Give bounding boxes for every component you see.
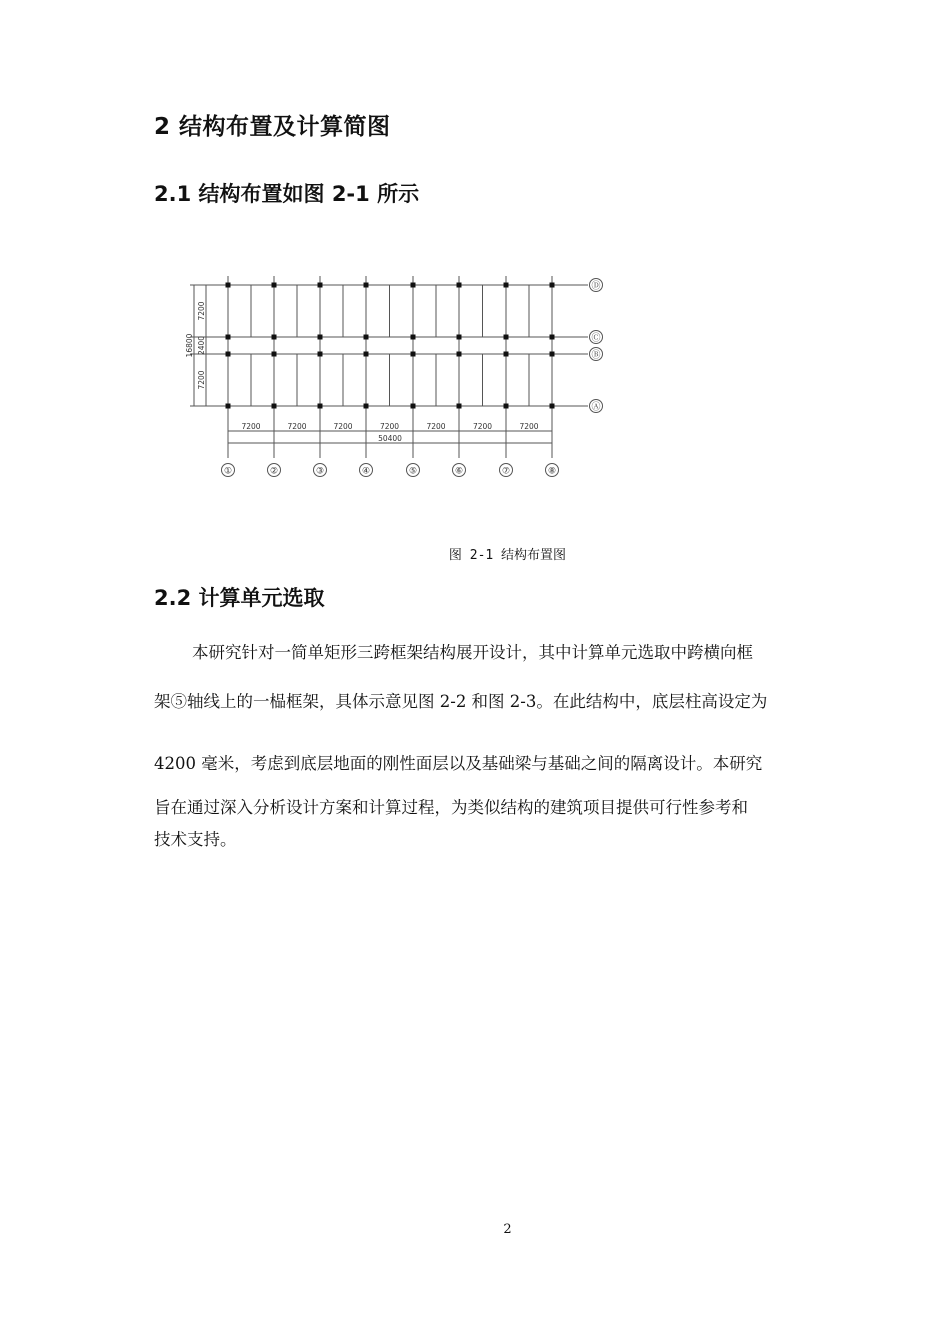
- dimension-total-label: 16800: [185, 333, 194, 358]
- paragraph-line: 架⑤轴线上的一榀框架，具体示意见图 2-2 和图 2-3。在此结构中，底层柱高设定为: [154, 692, 768, 711]
- column-node: [550, 404, 555, 409]
- column-node: [226, 283, 231, 288]
- axis-label-y: Ⓑ: [591, 350, 601, 361]
- column-node: [318, 404, 323, 409]
- column-node: [457, 283, 462, 288]
- axis-label-x: ⑥: [454, 466, 464, 477]
- axis-label-x: ⑦: [501, 466, 511, 477]
- column-node: [364, 335, 369, 340]
- column-node: [364, 404, 369, 409]
- dimension-label: 7200: [472, 422, 493, 431]
- section-heading: 2 结构布置及计算简图: [154, 114, 391, 140]
- column-node: [364, 283, 369, 288]
- axis-label-x: ④: [361, 466, 371, 477]
- column-node: [504, 283, 509, 288]
- column-node: [272, 352, 277, 357]
- column-node: [550, 335, 555, 340]
- column-node: [318, 335, 323, 340]
- column-node: [411, 352, 416, 357]
- column-node: [226, 335, 231, 340]
- subsection-heading-2-1: 2.1 结构布置如图 2-1 所示: [154, 182, 420, 206]
- column-node: [504, 404, 509, 409]
- dimension-total-label: 50400: [378, 434, 402, 443]
- column-node: [550, 352, 555, 357]
- column-node: [364, 352, 369, 357]
- column-node: [457, 404, 462, 409]
- dimension-label: 7200: [241, 422, 261, 431]
- axis-label-y: Ⓒ: [591, 333, 601, 344]
- column-node: [411, 335, 416, 340]
- structure-layout-figure: [180, 268, 610, 483]
- column-node: [504, 352, 509, 357]
- column-node: [411, 283, 416, 288]
- paragraph-line: 旨在通过深入分析设计方案和计算过程，为类似结构的建筑项目提供可行性参考和: [154, 798, 748, 817]
- axis-label-y: Ⓐ: [591, 402, 601, 413]
- axis-label-x: ⑤: [408, 466, 418, 477]
- figure-caption: 图 2-1 结构布置图: [448, 548, 567, 563]
- dimension-label: 7200: [519, 422, 539, 431]
- axis-label-x: ③: [315, 466, 325, 477]
- column-node: [272, 283, 277, 288]
- column-node: [272, 335, 277, 340]
- column-node: [550, 283, 555, 288]
- column-node: [272, 404, 277, 409]
- column-node: [318, 352, 323, 357]
- column-node: [226, 352, 231, 357]
- dimension-label: 7200: [426, 422, 446, 431]
- column-node: [457, 335, 462, 340]
- dimension-label: 2400: [197, 335, 206, 356]
- column-node: [457, 352, 462, 357]
- axis-label-y: Ⓓ: [591, 281, 601, 292]
- paragraph-line: 4200 毫米，考虑到底层地面的刚性面层以及基础梁与基础之间的隔离设计。本研究: [154, 754, 763, 773]
- dimension-label: 7200: [333, 422, 353, 431]
- dimension-label: 7200: [197, 301, 206, 321]
- page-number: 2: [503, 1222, 512, 1237]
- axis-label-x: ②: [269, 466, 279, 477]
- dimension-label: 7200: [197, 370, 206, 390]
- column-node: [411, 404, 416, 409]
- column-node: [504, 335, 509, 340]
- column-node: [226, 404, 231, 409]
- dimension-label: 7200: [379, 422, 400, 431]
- dimension-label: 7200: [287, 422, 307, 431]
- axis-label-x: ①: [223, 466, 233, 477]
- paragraph-line: 本研究针对一简单矩形三跨框架结构展开设计，其中计算单元选取中跨横向框: [192, 643, 753, 662]
- paragraph-line: 技术支持。: [154, 830, 237, 849]
- axis-label-x: ⑧: [547, 466, 557, 477]
- subsection-heading-2-2: 2.2 计算单元选取: [154, 586, 325, 610]
- column-node: [318, 283, 323, 288]
